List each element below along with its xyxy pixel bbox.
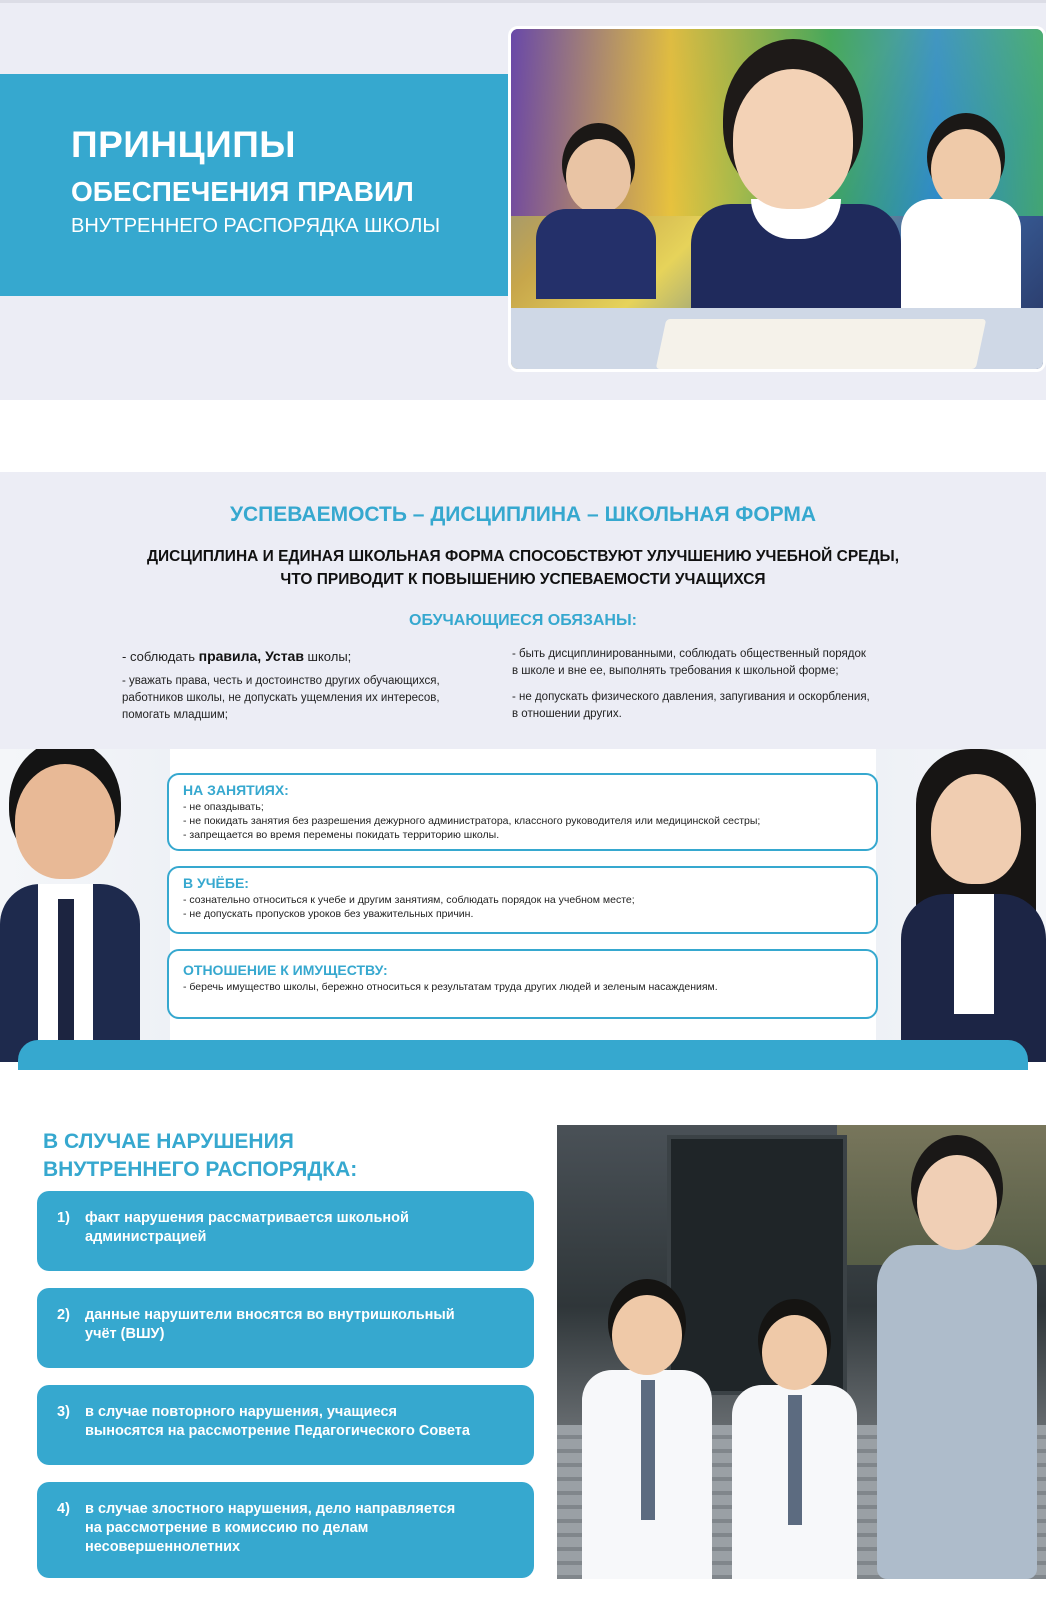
step-text <box>85 1209 516 1247</box>
background-boy-head <box>931 129 1001 209</box>
violation-step <box>37 1385 534 1465</box>
item-bold: правила, Устав <box>198 648 304 664</box>
step-number: 3) <box>57 1404 70 1420</box>
classes-rules-box <box>167 773 878 851</box>
classes-rule: - запрещается во время перемены покидать территорию школы. <box>183 829 500 841</box>
background-student-body <box>536 209 656 299</box>
hero-title-line3: ВНУТРЕННЕГО РАСПОРЯДКА ШКОЛЫ <box>71 215 441 237</box>
violation-step <box>37 1191 534 1271</box>
teacher-head <box>917 1155 997 1250</box>
obligation-respect-item <box>122 673 492 724</box>
property-rule: - беречь имущество школы, бережно относиться к результатам труда других людей и зеленым насаждениям. <box>183 981 718 993</box>
top-divider <box>0 0 1046 3</box>
girl-shirt <box>954 894 994 1014</box>
step-number: 1) <box>57 1210 70 1226</box>
classes-rule: - не покидать занятия без разрешения дежурного администратора, классного руководителя или медицинской сестры; <box>183 815 761 827</box>
no-pressure-line1: - не допускать физического давления, запугивания и оскорбления, <box>512 691 870 703</box>
subtitle-line1: ДИСЦИПЛИНА И ЕДИНАЯ ШКОЛЬНАЯ ФОРМА СПОСОБСТВУЮТ УЛУЧШЕНИЮ УЧЕБНОЙ СРЕДЫ, <box>146 548 900 565</box>
hero-title-line1: ПРИНЦИПЫ <box>71 124 297 165</box>
step-line: несовершеннолетних <box>85 1539 241 1555</box>
classes-rules-title: НА ЗАНЯТИЯХ: <box>183 782 289 798</box>
hero-title-line2: ОБЕСПЕЧЕНИЯ ПРАВИЛ <box>71 176 414 207</box>
obligations-heading: ОБУЧАЮЩИЕСЯ ОБЯЗАНЫ: <box>409 612 637 629</box>
step-line: выносятся на рассмотрение Педагогического Совета <box>85 1423 470 1439</box>
obligation-rules-item <box>122 648 492 665</box>
study-rule: - сознательно относиться к учебе и другим занятиям, соблюдать порядок на учебном месте; <box>183 894 635 906</box>
item-suffix: школы; <box>303 649 352 664</box>
girl-head <box>733 69 853 209</box>
step-line: данные нарушители вносятся во внутришкольный <box>85 1307 455 1323</box>
open-book-image <box>656 319 987 369</box>
study-rules-box <box>167 866 878 934</box>
respect-line3: помогать младшим; <box>122 709 228 721</box>
no-pressure-line2: в отношении других. <box>512 708 622 720</box>
step-line: администрацией <box>85 1229 207 1245</box>
student-boy-tie <box>788 1395 802 1525</box>
student-boy-head <box>762 1315 827 1390</box>
respect-line1: - уважать права, честь и достоинство других обучающихся, <box>122 675 440 687</box>
classroom-girl-photo <box>508 26 1046 372</box>
discipline-line1: - быть дисциплинированными, соблюдать общественный порядок <box>512 648 866 660</box>
students-with-teacher-photo <box>557 1125 1046 1579</box>
step-number: 2) <box>57 1307 70 1323</box>
property-rules-title: ОТНОШЕНИЕ К ИМУЩЕСТВУ: <box>183 962 388 978</box>
background-boy-body <box>901 199 1021 309</box>
step-line: в случае злостного нарушения, дело направляется <box>85 1501 456 1517</box>
violation-heading-line2: ВНУТРЕННЕГО РАСПОРЯДКА: <box>43 1158 358 1181</box>
discipline-line2: в школе и вне ее, выполнять требования к школьной форме; <box>512 665 839 677</box>
violation-step <box>37 1288 534 1368</box>
girl-in-uniform-photo <box>876 749 1046 1062</box>
boy-in-uniform-photo <box>0 749 170 1062</box>
classes-rule: - не опаздывать; <box>183 801 264 813</box>
subtitle-line2: ЧТО ПРИВОДИТ К ПОВЫШЕНИЮ УСПЕВАЕМОСТИ УЧАЩИХСЯ <box>280 571 766 588</box>
teacher-body <box>877 1245 1037 1579</box>
boy-head <box>15 764 115 879</box>
section-title: УСПЕВАЕМОСТЬ – ДИСЦИПЛИНА – ШКОЛЬНАЯ ФОРМА <box>229 503 817 526</box>
step-line: учёт (ВШУ) <box>85 1326 165 1342</box>
property-rules-box <box>167 949 878 1019</box>
step-line: в случае повторного нарушения, учащиеся <box>85 1404 397 1420</box>
obligation-discipline-item <box>512 646 922 680</box>
respect-line2: работников школы, не допускать ущемления их интересов, <box>122 692 440 704</box>
section-footer-bar <box>18 1040 1028 1070</box>
step-number: 4) <box>57 1501 70 1517</box>
boy-tie <box>58 899 74 1062</box>
violation-heading-line1: В СЛУЧАЕ НАРУШЕНИЯ <box>43 1130 294 1153</box>
student-boy-head <box>612 1295 682 1375</box>
background-student-head <box>566 139 631 214</box>
violation-heading <box>43 1128 357 1184</box>
study-rule: - не допускать пропусков уроков без уважительных причин. <box>183 908 474 920</box>
violation-step <box>37 1482 534 1578</box>
item-prefix: - соблюдать <box>122 649 199 664</box>
step-text <box>85 1306 516 1344</box>
step-text <box>85 1403 516 1441</box>
study-rules-title: В УЧЁБЕ: <box>183 875 249 891</box>
student-boy-tie <box>641 1380 655 1520</box>
step-line: на рассмотрение в комиссию по делам <box>85 1520 369 1536</box>
step-line: факт нарушения рассматривается школьной <box>85 1210 409 1226</box>
section-subtitle <box>60 545 986 591</box>
obligation-no-pressure-item <box>512 689 922 723</box>
girl-face <box>931 774 1021 884</box>
step-text <box>85 1500 516 1557</box>
